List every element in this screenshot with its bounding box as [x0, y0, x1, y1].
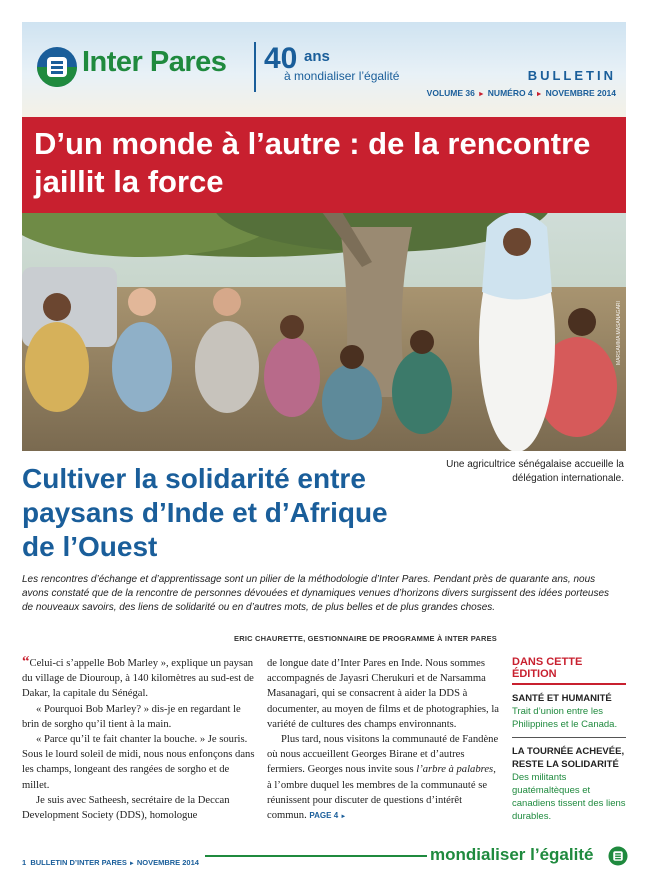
triangle-separator-icon: ► — [128, 861, 135, 867]
article-paragraph — [22, 656, 257, 702]
page-headline: D’un monde à l’autre : de la rencontre jaillit la force — [34, 126, 591, 199]
anniversary-number: 40 — [264, 42, 298, 75]
article-emphasis: l’arbre à palabres — [416, 764, 494, 776]
article-paragraph — [267, 732, 502, 825]
article-paragraph-text: , à l’ombre duquel les membres de la communauté se réunissent pour discuter de questions d’intérêt commun. — [267, 764, 496, 822]
article-byline: ERIC CHAURETTE, GESTIONNAIRE DE PROGRAMME À INTER PARES — [234, 634, 497, 643]
footer-info — [22, 858, 212, 867]
continued-page-label: PAGE 4 — [309, 811, 339, 821]
sidebar-item-title: LA TOURNÉE ACHEVÉE, RESTE LA SOLIDARITÉ — [512, 746, 625, 770]
article-paragraph-text: Celui-ci s’appelle Bob Marley », explique un paysan du village de Diouroup, à 140 kilomètres au sud-est de Dakar, la capitale du Sénégal. — [22, 658, 254, 700]
article-paragraph: « Parce qu’il te fait chanter la bouche. » Je souris. Sous le lourd soleil de midi, nous nous enfonçons dans les champs, longeant des rangées de sorgho et de millet. — [22, 734, 255, 791]
article-paragraph-text: Plus tard, nous visitons la communauté de Fandène où nous accueillent Georges Birane et d’autres fermiers. Georges nous invite sous — [267, 734, 499, 776]
publication-name: BULLETIN — [527, 68, 616, 83]
issue-number: NUMÉRO 4 — [487, 88, 533, 98]
triangle-separator-icon: ► — [535, 91, 543, 98]
anniversary-unit: ans — [304, 48, 330, 65]
page-number: 1 — [22, 858, 27, 867]
inter-pares-logo-icon — [36, 46, 78, 88]
article-paragraph: Je suis avec Satheesh, secrétaire de la Deccan Development Society (DDS), homologue — [22, 794, 230, 822]
footer-publication: BULLETIN D’INTER PARES — [30, 858, 127, 867]
issue-volume: VOLUME 36 — [426, 88, 475, 98]
inter-pares-logo-icon — [608, 846, 628, 866]
article-title: Cultiver la solidarité entre paysans d’Inde et d’Afrique de l’Ouest — [22, 463, 388, 562]
footer-date: NOVEMBRE 2014 — [136, 858, 199, 867]
article-paragraph: « Pourquoi Bob Marley? » dis-je en regardant le brin de sorgho qu’il tient à la main. — [22, 703, 241, 730]
sidebar-item-desc: Trait d’union entre les Philippines et le Canada. — [512, 706, 618, 730]
article-lede: Les rencontres d’échange et d’apprentissage sont un pilier de la méthodologie d’Inter Pares. Pendant près de quarante ans, nous avons constaté que de la rencontre de personnes dévouées et dynamiques venues d’horizons divers surgissent des idées porteuses de nouveaux savoirs, des liens de solidarité ou en d’autres mots, de plus belles et de plus grandes choses. — [22, 574, 610, 613]
footer-slogan: mondialiser l’égalité — [430, 845, 594, 864]
masthead — [22, 22, 626, 117]
in-this-issue-sidebar — [512, 656, 626, 829]
logo-wordmark: Inter Pares — [82, 46, 227, 78]
triangle-arrow-icon: ► — [340, 814, 347, 821]
article-paragraph: de longue date d’Inter Pares en Inde. Nous sommes accompagnés de Jayasri Cherukuri et de Narsamma Masanagari, qui se consacrent à aider la DDS à documenter, au moyen de films et de photographies, la variété de cultures des champs environnants. — [267, 658, 499, 730]
headline-banner — [22, 117, 626, 213]
photo-credit: MARSAMMA MASANAGARI — [616, 301, 622, 365]
sidebar-item[interactable] — [512, 692, 626, 738]
sidebar-item-title: SANTÉ ET HUMANITÉ — [512, 693, 612, 704]
continued-page-link[interactable] — [309, 811, 346, 820]
article-column-1 — [22, 656, 257, 823]
footer-divider — [205, 855, 427, 857]
opening-quote-mark: “ — [22, 654, 30, 670]
issue-date: NOVEMBRE 2014 — [545, 88, 616, 98]
issue-info — [427, 88, 616, 98]
article-column-2 — [267, 656, 502, 825]
triangle-separator-icon: ► — [477, 91, 485, 98]
sidebar-item-desc: Des militants guatémaltèques et canadiens tissent des liens durables. — [512, 772, 626, 822]
anniversary-tagline: à mondialiser l’égalité — [284, 69, 400, 83]
logo-divider — [254, 42, 256, 92]
photo-caption: Une agricultrice sénégalaise accueille la délégation internationale. — [446, 459, 624, 484]
sidebar-heading: DANS CETTE ÉDITION — [512, 656, 626, 685]
sidebar-item[interactable] — [512, 745, 626, 829]
